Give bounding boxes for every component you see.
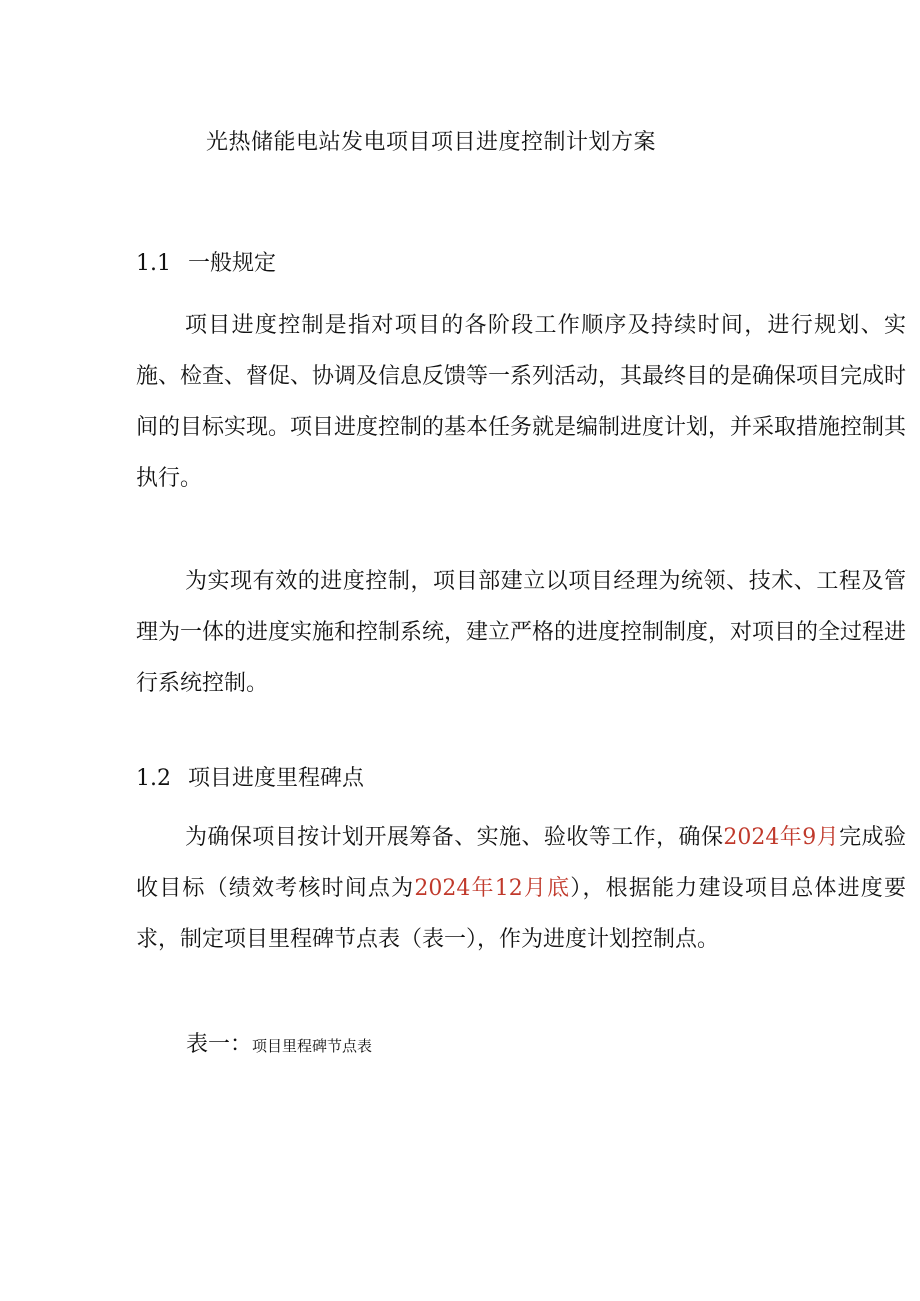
completion-date: 2024年9月 (723, 825, 840, 850)
table-caption-label: 表一： (186, 1032, 253, 1057)
paragraph-general-1: 项目进度控制是指对项目的各阶段工作顺序及持续时间，进行规划、实施、检查、督促、协调及信息反馈等一系列活动，其最终目的是确保项目完成时间的目标实现。项目进度控制的基本任务就是编制进度计划，并采取措施控制其执行。 (136, 313, 907, 491)
table-caption (186, 1027, 372, 1058)
section-number: 1.1 (136, 251, 171, 276)
assessment-date: 2024年12月底 (414, 876, 571, 901)
section-number: 1.2 (136, 766, 171, 791)
paragraph-milestones (136, 812, 906, 965)
table-caption-name: 项目里程碑节点表 (252, 1037, 373, 1055)
text-segment: 完成验收目标（绩效考核时间点为 (136, 825, 906, 901)
section-heading-1-2 (136, 761, 364, 792)
section-heading-1-1 (136, 246, 276, 277)
paragraph-general-2: 为实现有效的进度控制，项目部建立以项目经理为统领、技术、工程及管理为一体的进度实施和控制系统，建立严格的进度控制制度，对项目的全过程进行系统控制。 (136, 569, 907, 696)
text-segment: 为确保项目按计划开展筹备、实施、验收等工作，确保 (185, 825, 724, 850)
section-title: 项目进度里程碑点 (188, 766, 365, 791)
section-title: 一般规定 (188, 251, 277, 276)
document-title: 光热储能电站发电项目项目进度控制计划方案 (206, 130, 657, 155)
text-segment: ），根据能力建设项目总体进度要求，制定项目里程碑节点表（表一），作为进度计划控制点。 (136, 876, 906, 952)
